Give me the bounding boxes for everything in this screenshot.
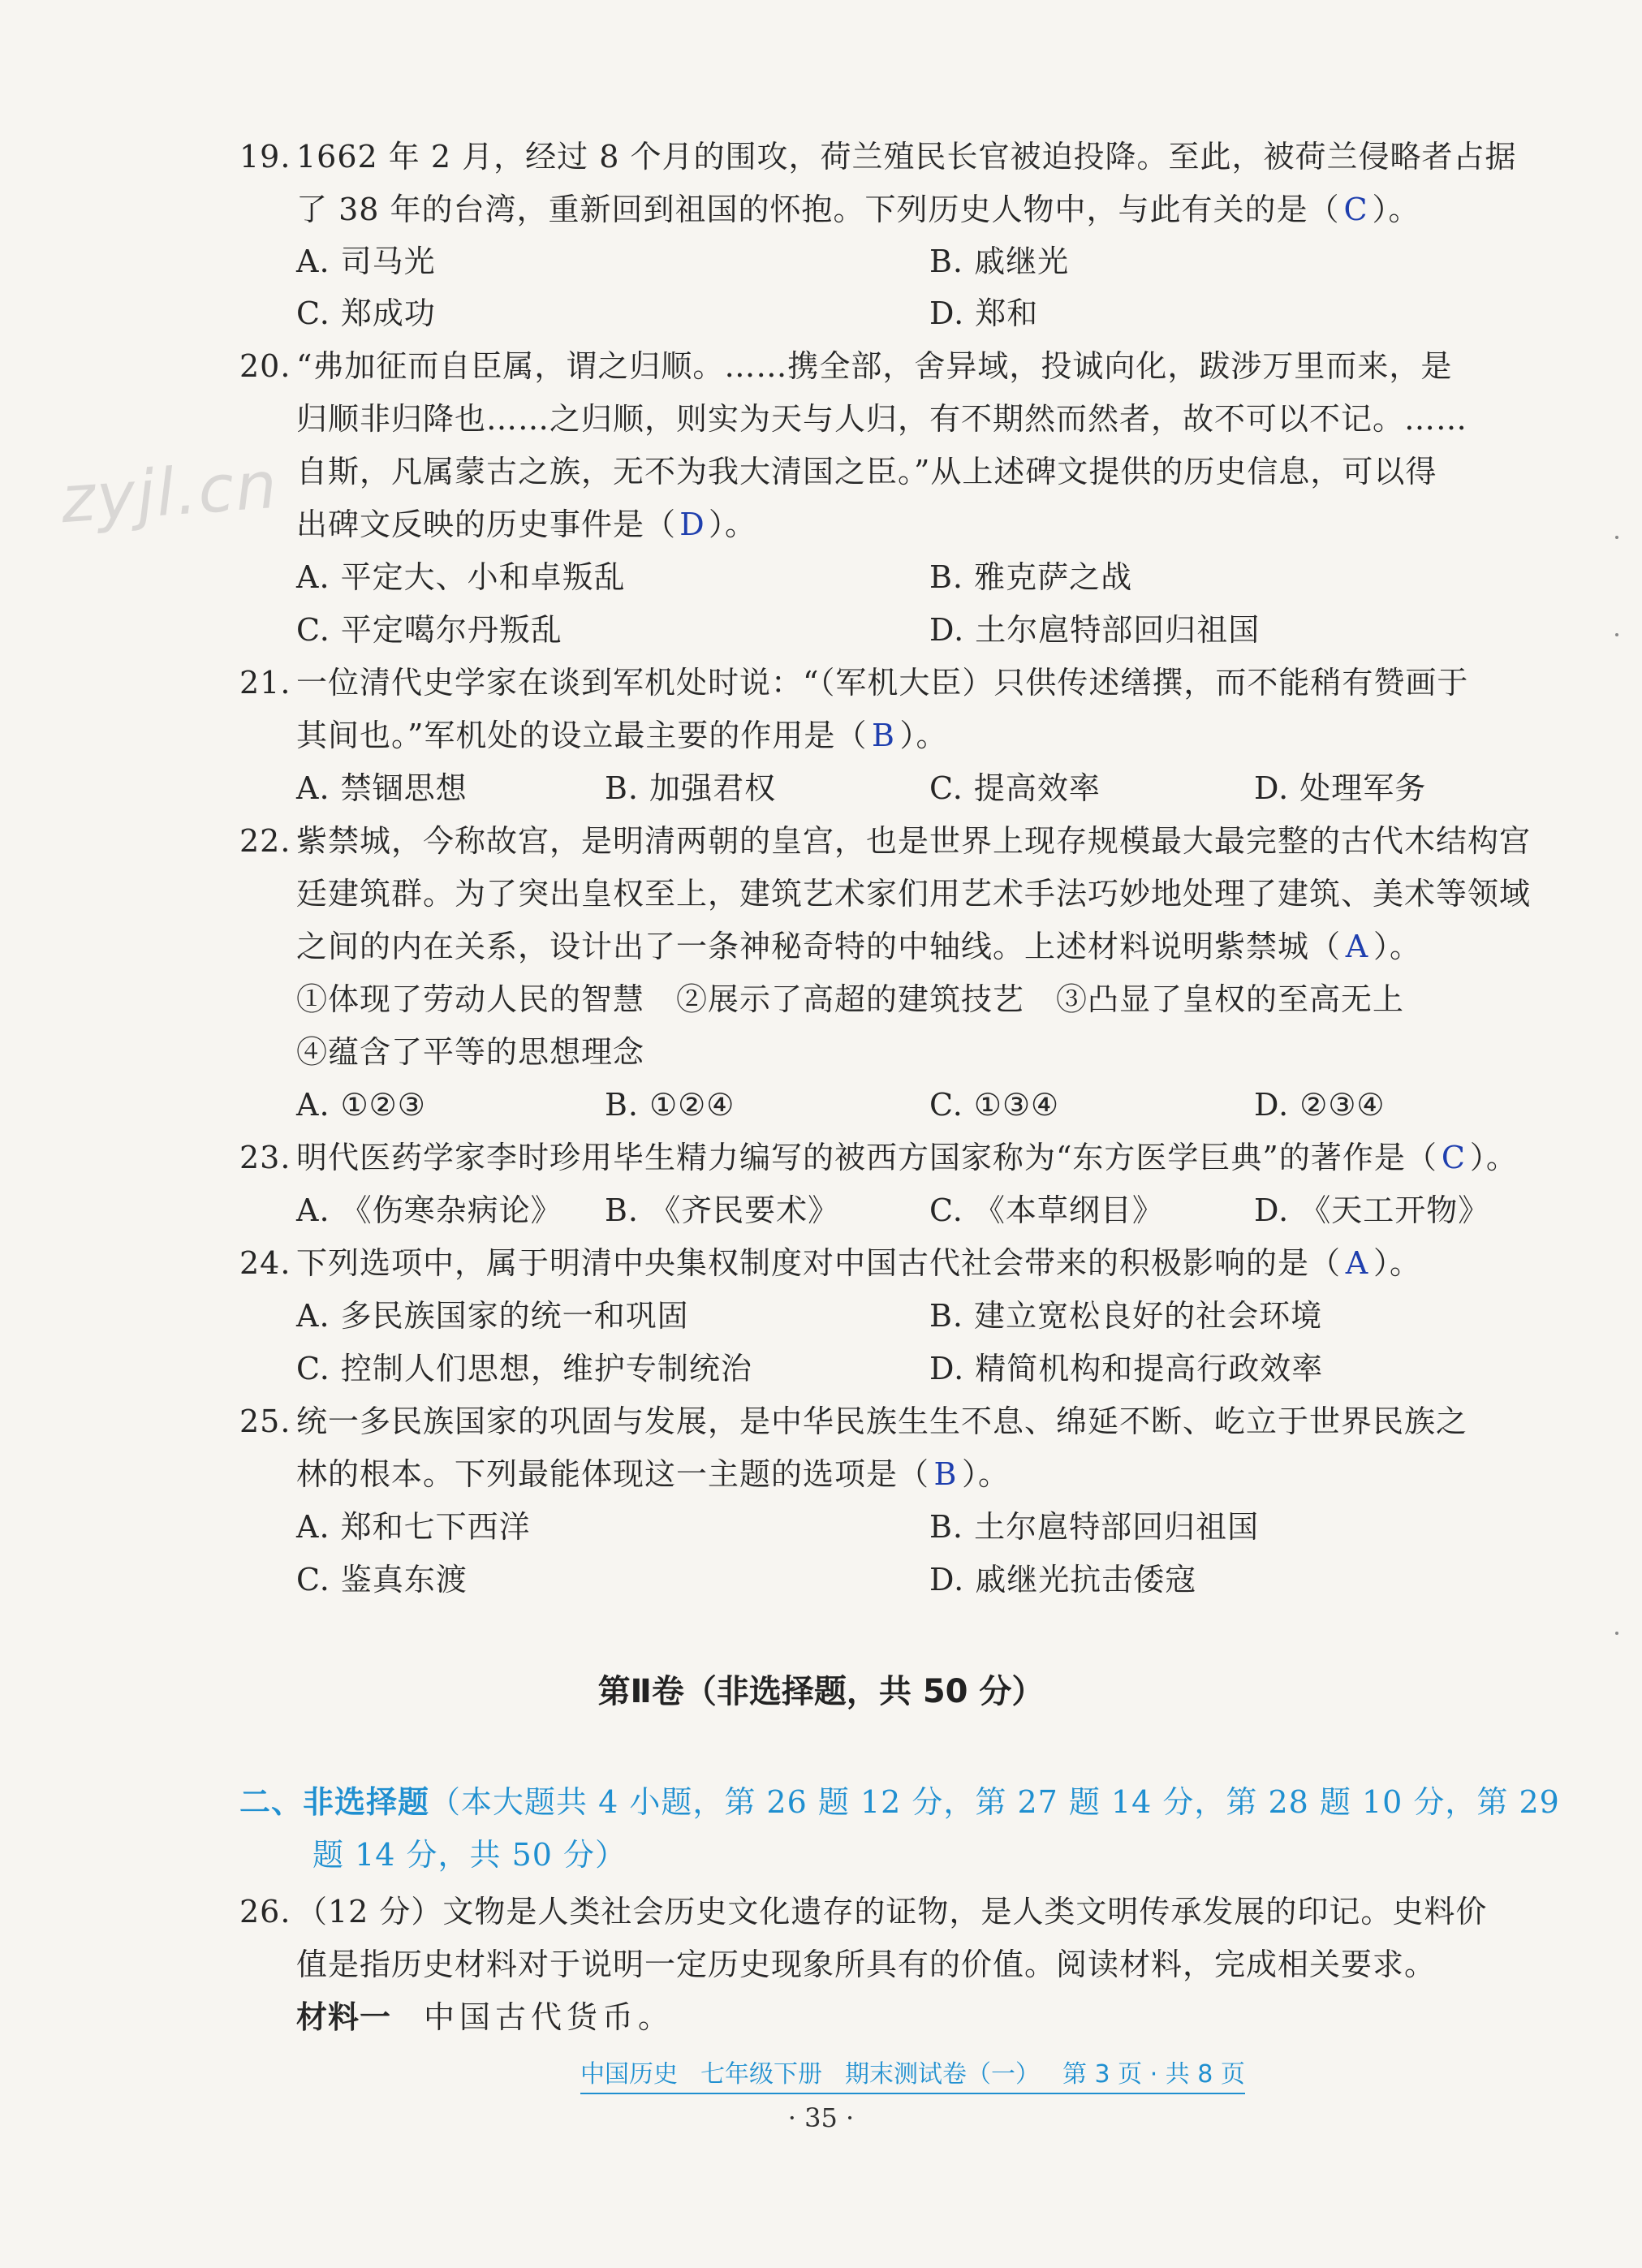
q22-option-d: D. ②③④ bbox=[1254, 1087, 1386, 1123]
q25-answer: B bbox=[933, 1456, 958, 1492]
q25-line1: 25. 统一多民族国家的巩固与发展，是中华民族生生不息、绵延不断、屹立于世界民族之 bbox=[239, 1401, 1467, 1442]
q24-answer: A bbox=[1345, 1245, 1369, 1281]
part2-heading-line1 bbox=[239, 1782, 1560, 1822]
q23-answer: C bbox=[1441, 1140, 1466, 1175]
q23-option-d: D. 《天工开物》 bbox=[1254, 1192, 1490, 1228]
q21-option-b: B. 加强君权 bbox=[605, 770, 777, 806]
q22-answer: A bbox=[1345, 929, 1369, 964]
page-number: · 35 · bbox=[787, 2102, 855, 2133]
q22-statements-1: ①体现了劳动人民的智慧 ②展示了高超的建筑技艺 ③凸显了皇权的至高无上 bbox=[296, 981, 1405, 1017]
material-text: 中国古代货币。 bbox=[424, 1999, 674, 2035]
q19-option-c: C. 郑成功 bbox=[296, 295, 436, 331]
q19-line2: 了 38 年的台湾，重新回到祖国的怀抱。下列历史人物中，与此有关的是（ C ）。 bbox=[296, 189, 1420, 230]
material-label: 材料一 bbox=[296, 1999, 392, 2035]
section-2-title: 第Ⅱ卷（非选择题，共 50 分） bbox=[597, 1673, 1045, 1710]
footer-bar bbox=[580, 2054, 1245, 2094]
q26-line1: 26. （12 分）文物是人类社会历史文化遗存的证物，是人类文明传承发展的印记。史料价 bbox=[239, 1891, 1487, 1932]
q24-option-a: A. 多民族国家的统一和巩固 bbox=[296, 1298, 689, 1334]
footer-subject: 中国历史 bbox=[580, 2060, 678, 2089]
q23-option-c: C. 《本草纲目》 bbox=[929, 1192, 1164, 1228]
q22-option-b: B. ①②④ bbox=[605, 1087, 735, 1123]
q20-line1: 20. “弗加征而自臣属，谓之归顺。……携全部，舍异域，投诚向化，跋涉万里而来，是 bbox=[239, 346, 1452, 386]
q22-statements-2: ④蕴含了平等的思想理念 bbox=[296, 1034, 645, 1070]
q19-line1: 19. 1662 年 2 月，经过 8 个月的围攻，荷兰殖民长官被迫投降。至此，被荷兰侵略者占据 bbox=[239, 136, 1516, 177]
q26-number: 26. bbox=[239, 1894, 291, 1930]
q21-option-c: C. 提高效率 bbox=[929, 770, 1101, 806]
q20-line3: 自斯，凡属蒙古之族，无不为我大清国之臣。”从上述碑文提供的历史信息，可以得 bbox=[296, 454, 1437, 489]
q21-number: 21. bbox=[239, 665, 291, 701]
q23-option-b: B. 《齐民要术》 bbox=[605, 1192, 840, 1228]
q22-line1: 22. 紫禁城，今称故宫，是明清两朝的皇宫，也是世界上现存规模最大最完整的古代木结构宫 bbox=[239, 821, 1531, 861]
q21-answer: B bbox=[871, 718, 895, 753]
q23-option-a: A. 《伤寒杂病论》 bbox=[296, 1192, 562, 1228]
q25-option-c: C. 鉴真东渡 bbox=[296, 1562, 468, 1598]
margin-dot bbox=[1615, 536, 1618, 539]
q19-option-d: D. 郑和 bbox=[929, 295, 1039, 331]
q20-line4: 出碑文反映的历史事件是（ D ）。 bbox=[296, 504, 756, 545]
q25-line2: 林的根本。下列最能体现这一主题的选项是（ B ）。 bbox=[296, 1454, 1010, 1494]
q22-option-c: C. ①③④ bbox=[929, 1087, 1060, 1123]
q24-number: 24. bbox=[239, 1245, 291, 1281]
q21-line1: 21. 一位清代史学家在谈到军机处时说：“（军机大臣）只供传述缮撰，而不能稍有赞画于 bbox=[239, 662, 1468, 703]
q24-option-b: B. 建立宽松良好的社会环境 bbox=[929, 1298, 1323, 1334]
q20-option-d: D. 土尔扈特部回归祖国 bbox=[929, 612, 1261, 648]
q26-line2: 值是指历史材料对于说明一定历史现象所具有的价值。阅读材料，完成相关要求。 bbox=[296, 1947, 1437, 1982]
q24-option-d: D. 精简机构和提高行政效率 bbox=[929, 1351, 1324, 1386]
q21-option-d: D. 处理军务 bbox=[1254, 770, 1427, 806]
watermark: zyjl.cn bbox=[58, 446, 281, 538]
q21-line2: 其间也。”军机处的设立最主要的作用是（ B ）。 bbox=[296, 715, 947, 756]
q25-option-d: D. 戚继光抗击倭寇 bbox=[929, 1562, 1197, 1598]
footer-grade: 七年级下册 bbox=[700, 2060, 822, 2089]
q20-line2: 归顺非归降也……之归顺，则实为天与人归，有不期然而然者，故不可以不记。…… bbox=[296, 401, 1468, 437]
q23-line1: 23. 明代医药学家李时珍用毕生精力编写的被西方国家称为“东方医学巨典”的著作是（ C ）。 bbox=[239, 1137, 1518, 1178]
q22-option-a: A. ①②③ bbox=[296, 1087, 426, 1123]
q22-number: 22. bbox=[239, 823, 291, 859]
part2-note-1: （本大题共 4 小题，第 26 题 12 分，第 27 题 14 分，第 28 题 10 分，第 29 bbox=[429, 1784, 1560, 1820]
q24-line1: 24. 下列选项中，属于明清中央集权制度对中国古代社会带来的积极影响的是（ A ）。 bbox=[239, 1243, 1421, 1283]
q19-answer: C bbox=[1343, 192, 1368, 227]
q26-material-1 bbox=[296, 1997, 674, 2037]
q25-option-a: A. 郑和七下西洋 bbox=[296, 1509, 531, 1545]
q21-option-a: A. 禁锢思想 bbox=[296, 770, 468, 806]
part2-heading: 二、非选择题 bbox=[239, 1784, 430, 1820]
q22-line3: 之间的内在关系，设计出了一条神秘奇特的中轴线。上述材料说明紫禁城（ A ）。 bbox=[296, 926, 1421, 967]
q23-number: 23. bbox=[239, 1140, 291, 1175]
q19-number: 19. bbox=[239, 139, 291, 175]
q20-number: 20. bbox=[239, 348, 291, 384]
q20-answer: D bbox=[679, 507, 705, 542]
q20-option-b: B. 雅克萨之战 bbox=[929, 559, 1133, 595]
part2-note-2: 题 14 分，共 50 分） bbox=[312, 1837, 627, 1873]
margin-dot bbox=[1615, 633, 1618, 636]
q20-option-c: C. 平定噶尔丹叛乱 bbox=[296, 612, 562, 648]
q19-option-b: B. 戚继光 bbox=[929, 244, 1070, 279]
margin-dot bbox=[1615, 1632, 1618, 1635]
footer-page-info: 第 3 页 · 共 8 页 bbox=[1062, 2060, 1245, 2089]
q20-option-a: A. 平定大、小和卓叛乱 bbox=[296, 559, 626, 595]
q25-number: 25. bbox=[239, 1403, 291, 1439]
q19-option-a: A. 司马光 bbox=[296, 244, 436, 279]
footer-test: 期末测试卷（一） bbox=[845, 2060, 1040, 2089]
q25-option-b: B. 土尔扈特部回归祖国 bbox=[929, 1509, 1260, 1545]
q22-line2: 廷建筑群。为了突出皇权至上，建筑艺术家们用艺术手法巧妙地处理了建筑、美术等领域 bbox=[296, 876, 1532, 912]
q24-option-c: C. 控制人们思想，维护专制统治 bbox=[296, 1351, 752, 1386]
